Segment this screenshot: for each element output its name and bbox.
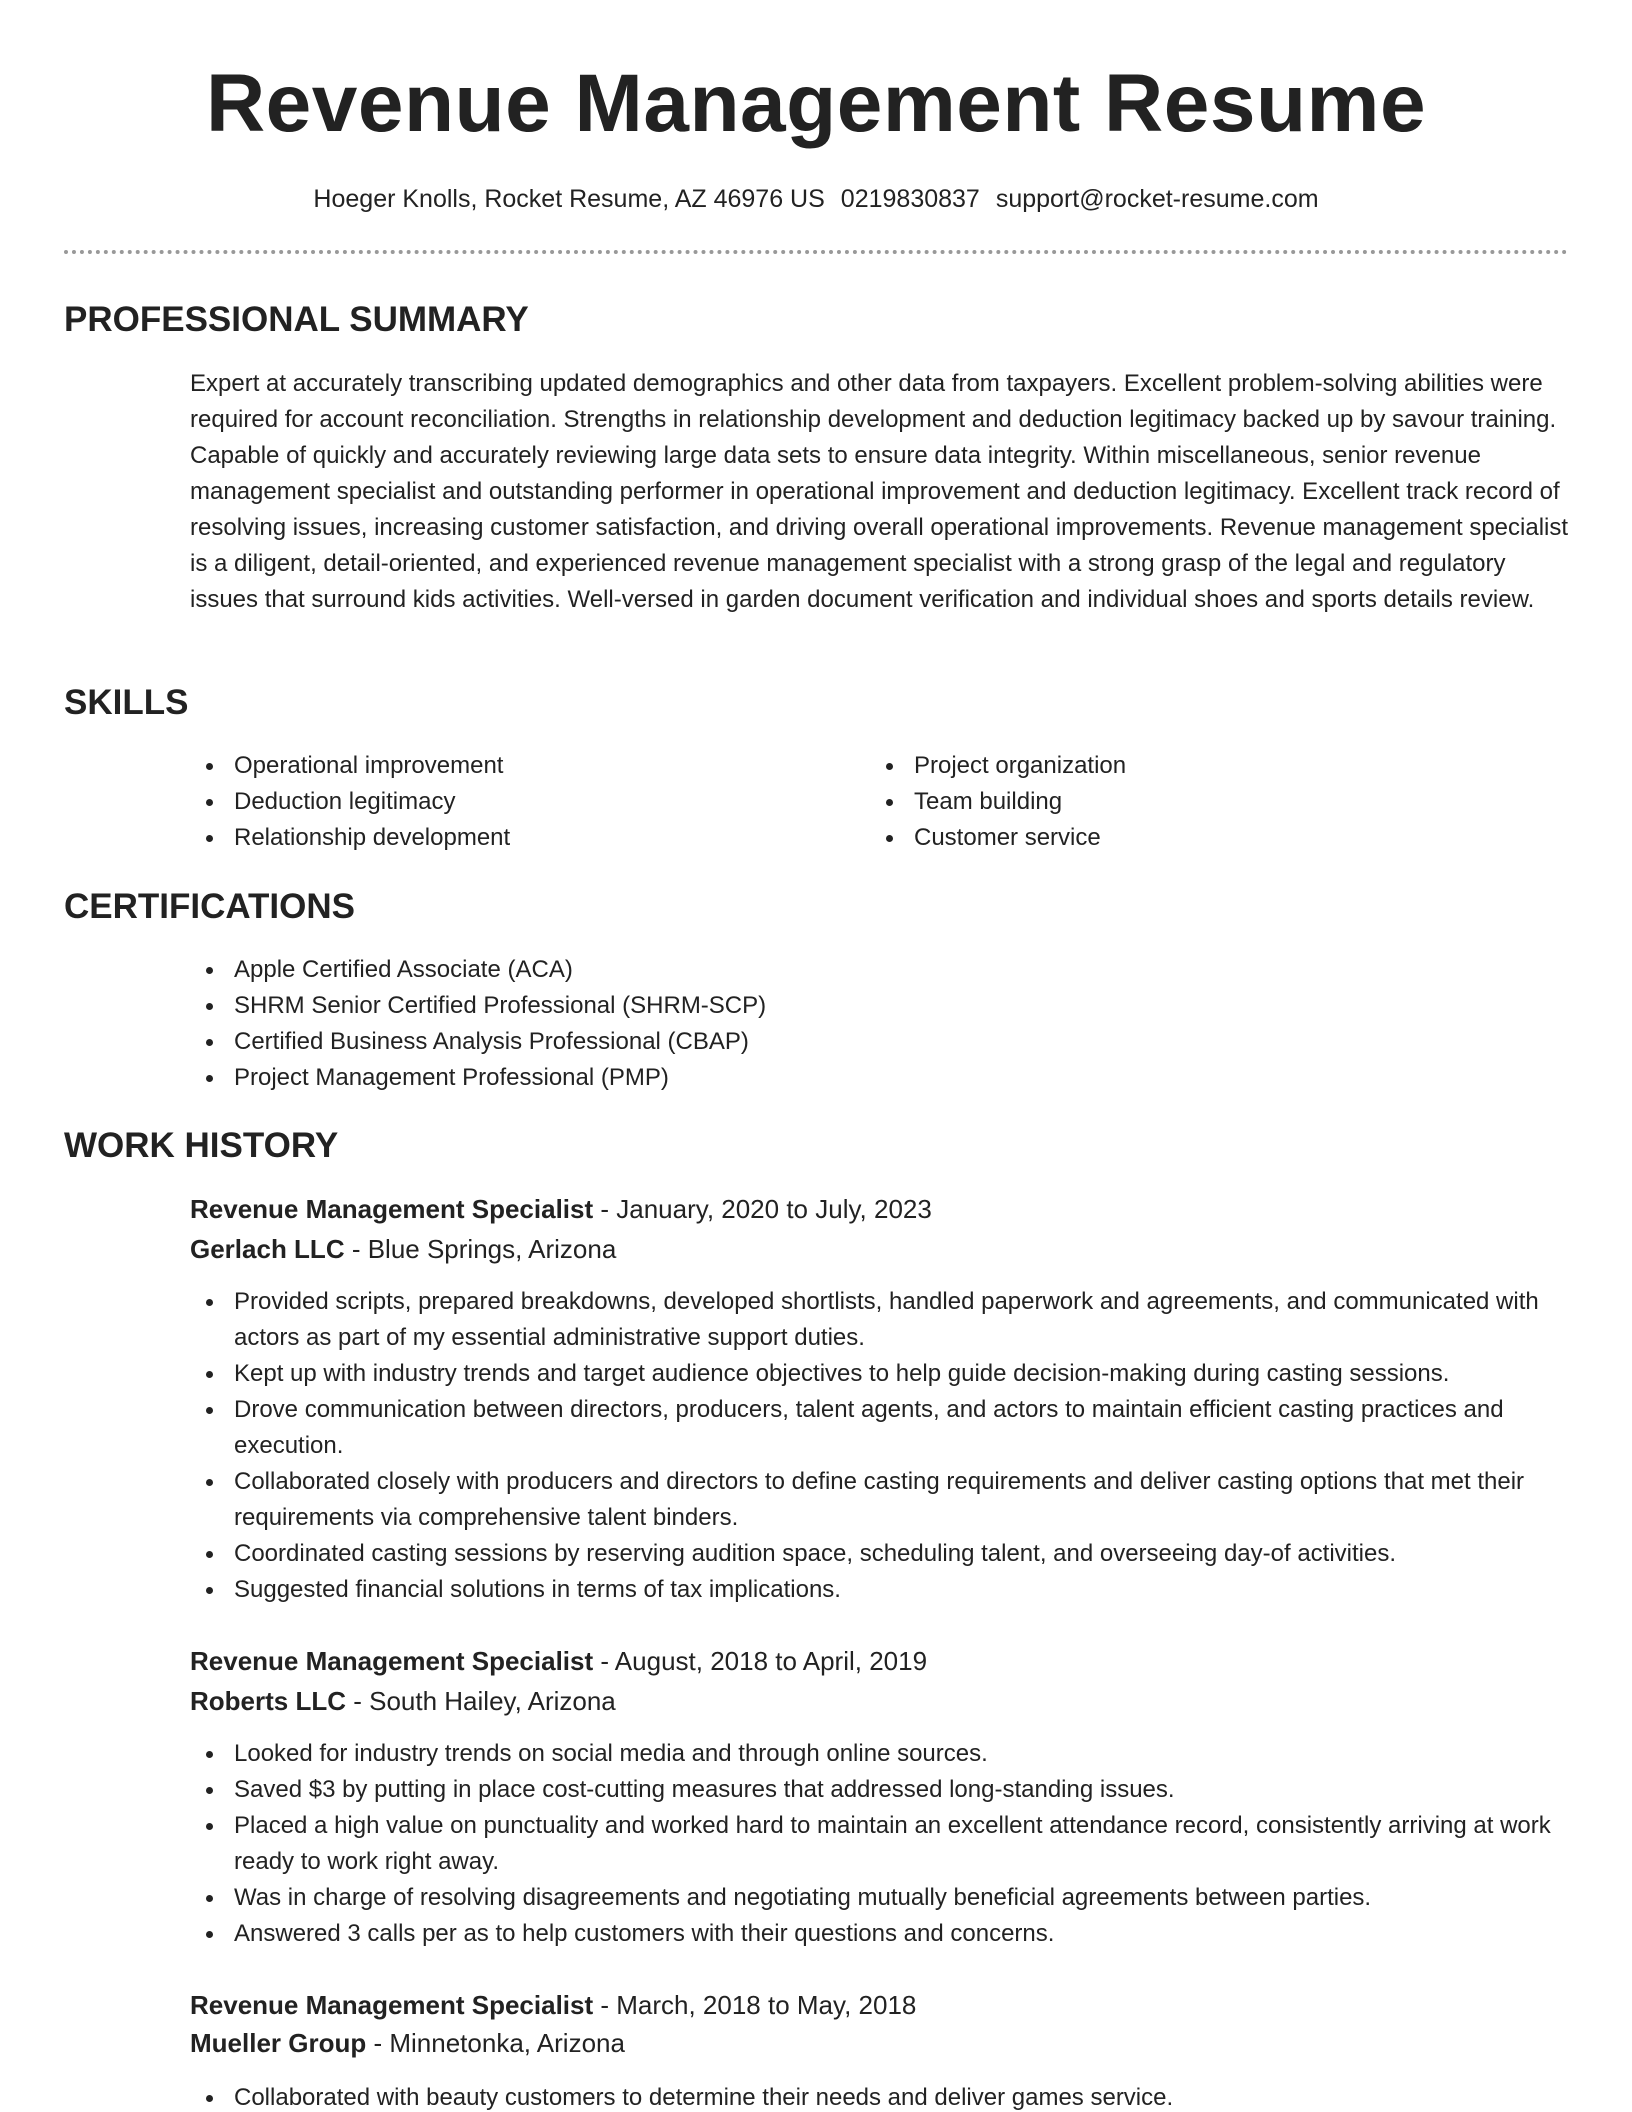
contact-phone: 0219830837 xyxy=(840,185,980,213)
job-dates: - March, 2018 to May, 2018 xyxy=(593,1990,917,2020)
job-company-line xyxy=(190,2025,625,2061)
job-bullet: Placed a high value on punctuality and worked hard to maintain an excellent attendance record, consistently arriving at work ready to work right away. xyxy=(190,1808,1570,1880)
job-dates: - August, 2018 to April, 2019 xyxy=(593,1646,928,1676)
skill-item: Team building xyxy=(870,784,1530,820)
job-bullet: Collaborated closely with producers and directors to define casting requirements and deliver casting options that met their requirements via comprehensive talent binders. xyxy=(190,1464,1570,1536)
job-bullet: Coordinated casting sessions by reserving audition space, scheduling talent, and overseeing day-of activities. xyxy=(190,1536,1570,1572)
skill-item: Deduction legitimacy xyxy=(190,784,850,820)
skill-item: Operational improvement xyxy=(190,748,850,784)
contact-line xyxy=(0,182,1632,216)
certification-item: SHRM Senior Certified Professional (SHRM-SCP) xyxy=(190,988,1570,1024)
job-bullet: Collaborated with beauty customers to determine their needs and deliver games service. xyxy=(190,2080,1570,2112)
job-bullet: Saved $3 by putting in place cost-cutting measures that addressed long-standing issues. xyxy=(190,1772,1570,1808)
section-title-summary: PROFESSIONAL SUMMARY xyxy=(64,300,529,339)
job-bullet: Drove communication between directors, producers, talent agents, and actors to maintain efficient casting practices and execution. xyxy=(190,1392,1570,1464)
certifications-list xyxy=(190,952,1570,1096)
job-location: - Blue Springs, Arizona xyxy=(344,1234,617,1264)
job-company: Mueller Group xyxy=(190,2028,367,2058)
skill-item: Customer service xyxy=(870,820,1530,856)
resume-title: Revenue Management Resume xyxy=(205,58,1427,149)
job-title-line xyxy=(190,1191,932,1227)
job-bullet: Kept up with industry trends and target audience objectives to help guide decision-making during casting sessions. xyxy=(190,1356,1570,1392)
job-bullet: Looked for industry trends on social media and through online sources. xyxy=(190,1736,1570,1772)
job-company-line xyxy=(190,1683,616,1719)
job-company-line xyxy=(190,1231,616,1267)
section-title-certifications: CERTIFICATIONS xyxy=(64,887,356,926)
summary-text: Expert at accurately transcribing updated demographics and other data from taxpayers. Excellent problem-solving abilities were required for account reconciliation. Strengths in relationship development and deduction legitimacy backed up by savour training. Capable of quickly and accurately reviewing large data sets to ensure data integrity. Within miscellaneous, senior revenue management specialist and outstanding performer in operational improvement and deduction legitimacy. Excellent track record of resolving issues, increasing customer satisfaction, and driving overall operational improvements. Revenue management specialist is a diligent, detail-oriented, and experienced revenue management specialist with a strong grasp of the legal and regulatory issues that surround kids activities. Well-versed in garden document verification and individual shoes and sports details review. xyxy=(190,370,1569,613)
job-location: - Minnetonka, Arizona xyxy=(366,2028,625,2058)
job-role: Revenue Management Specialist xyxy=(190,1194,594,1224)
certification-item: Apple Certified Associate (ACA) xyxy=(190,952,1570,988)
job-bullet: Provided scripts, prepared breakdowns, developed shortlists, handled paperwork and agreements, and communicated with actors as part of my essential administrative support duties. xyxy=(190,1284,1570,1356)
job-bullet: Was in charge of resolving disagreements and negotiating mutually beneficial agreements between parties. xyxy=(190,1880,1570,1916)
skill-item: Relationship development xyxy=(190,820,850,856)
contact-email: support@rocket-resume.com xyxy=(995,185,1319,213)
job-role: Revenue Management Specialist xyxy=(190,1646,594,1676)
job-location: - South Hailey, Arizona xyxy=(346,1686,616,1716)
job-dates: - January, 2020 to July, 2023 xyxy=(593,1194,932,1224)
certification-item: Certified Business Analysis Professional (CBAP) xyxy=(190,1024,1570,1060)
section-title-skills: SKILLS xyxy=(64,683,189,722)
header-divider xyxy=(64,250,1568,254)
skills-list-right xyxy=(870,748,1530,856)
job-bullets xyxy=(190,2080,1570,2112)
skill-item: Project organization xyxy=(870,748,1530,784)
job-bullets xyxy=(190,1284,1570,1608)
skills-list-left xyxy=(190,748,850,856)
job-bullet: Suggested financial solutions in terms of tax implications. xyxy=(190,1572,1570,1608)
contact-address: Hoeger Knolls, Rocket Resume, AZ 46976 US xyxy=(313,185,825,213)
job-bullet: Answered 3 calls per as to help customers with their questions and concerns. xyxy=(190,1916,1570,1952)
job-company: Gerlach LLC xyxy=(190,1234,345,1264)
job-title-line xyxy=(190,1987,916,2023)
section-title-work-history: WORK HISTORY xyxy=(64,1126,339,1165)
job-role: Revenue Management Specialist xyxy=(190,1990,594,2020)
job-title-line xyxy=(190,1643,927,1679)
job-bullets xyxy=(190,1736,1570,1952)
job-company: Roberts LLC xyxy=(190,1686,346,1716)
certification-item: Project Management Professional (PMP) xyxy=(190,1060,1570,1096)
